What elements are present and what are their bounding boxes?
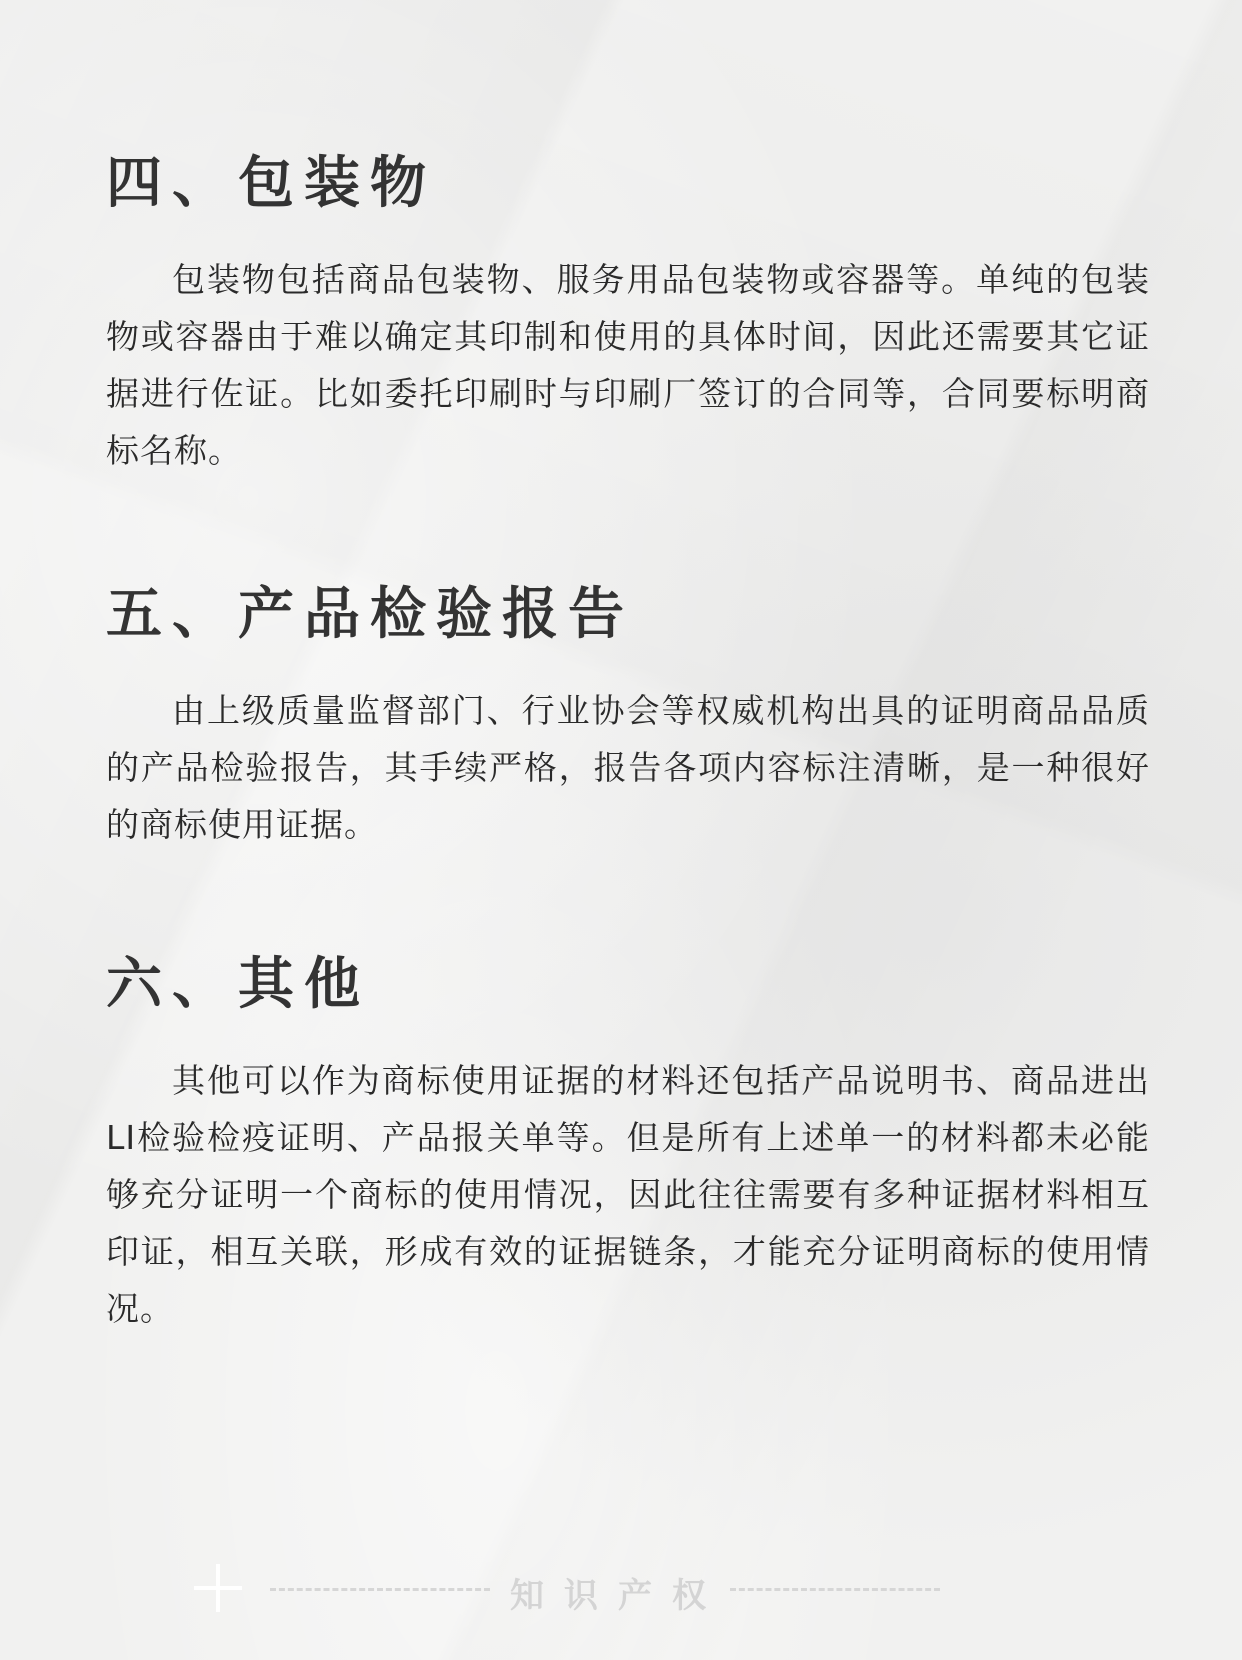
footer-label: 知识产权 — [510, 1576, 726, 1616]
footer-divider-right — [730, 1588, 940, 1591]
section-body: 其他可以作为商标使用证据的材料还包括产品说明书、商品进出LI检验检疫证明、产品报关单等。但是所有上述单一的材料都未必能够充分证明一个商标的使用情况，因此往往需要有多种证据材料相互印证，相互关联，形成有效的证据链条，才能充分证明商标的使用情况。 — [106, 1061, 1150, 1328]
footer-divider-left — [270, 1588, 490, 1591]
section-inspection-report — [106, 581, 1150, 853]
section-packaging — [106, 150, 1150, 479]
plus-icon — [190, 1560, 246, 1616]
section-other — [106, 951, 1150, 1337]
section-body: 由上级质量监督部门、行业协会等权威机构出具的证明商品品质的产品检验报告，其手续严格，报告各项内容标注清晰，是一种很好的商标使用证据。 — [106, 691, 1150, 844]
footer — [190, 1560, 950, 1620]
section-body: 包装物包括商品包装物、服务用品包装物或容器等。单纯的包装物或容器由于难以确定其印制和使用的具体时间，因此还需要其它证据进行佐证。比如委托印刷时与印刷厂签订的合同等，合同要标明商标名称。 — [106, 260, 1150, 470]
section-heading: 六、其他 — [106, 951, 370, 1017]
section-heading: 四、包装物 — [106, 150, 436, 216]
section-heading: 五、产品检验报告 — [106, 581, 634, 647]
